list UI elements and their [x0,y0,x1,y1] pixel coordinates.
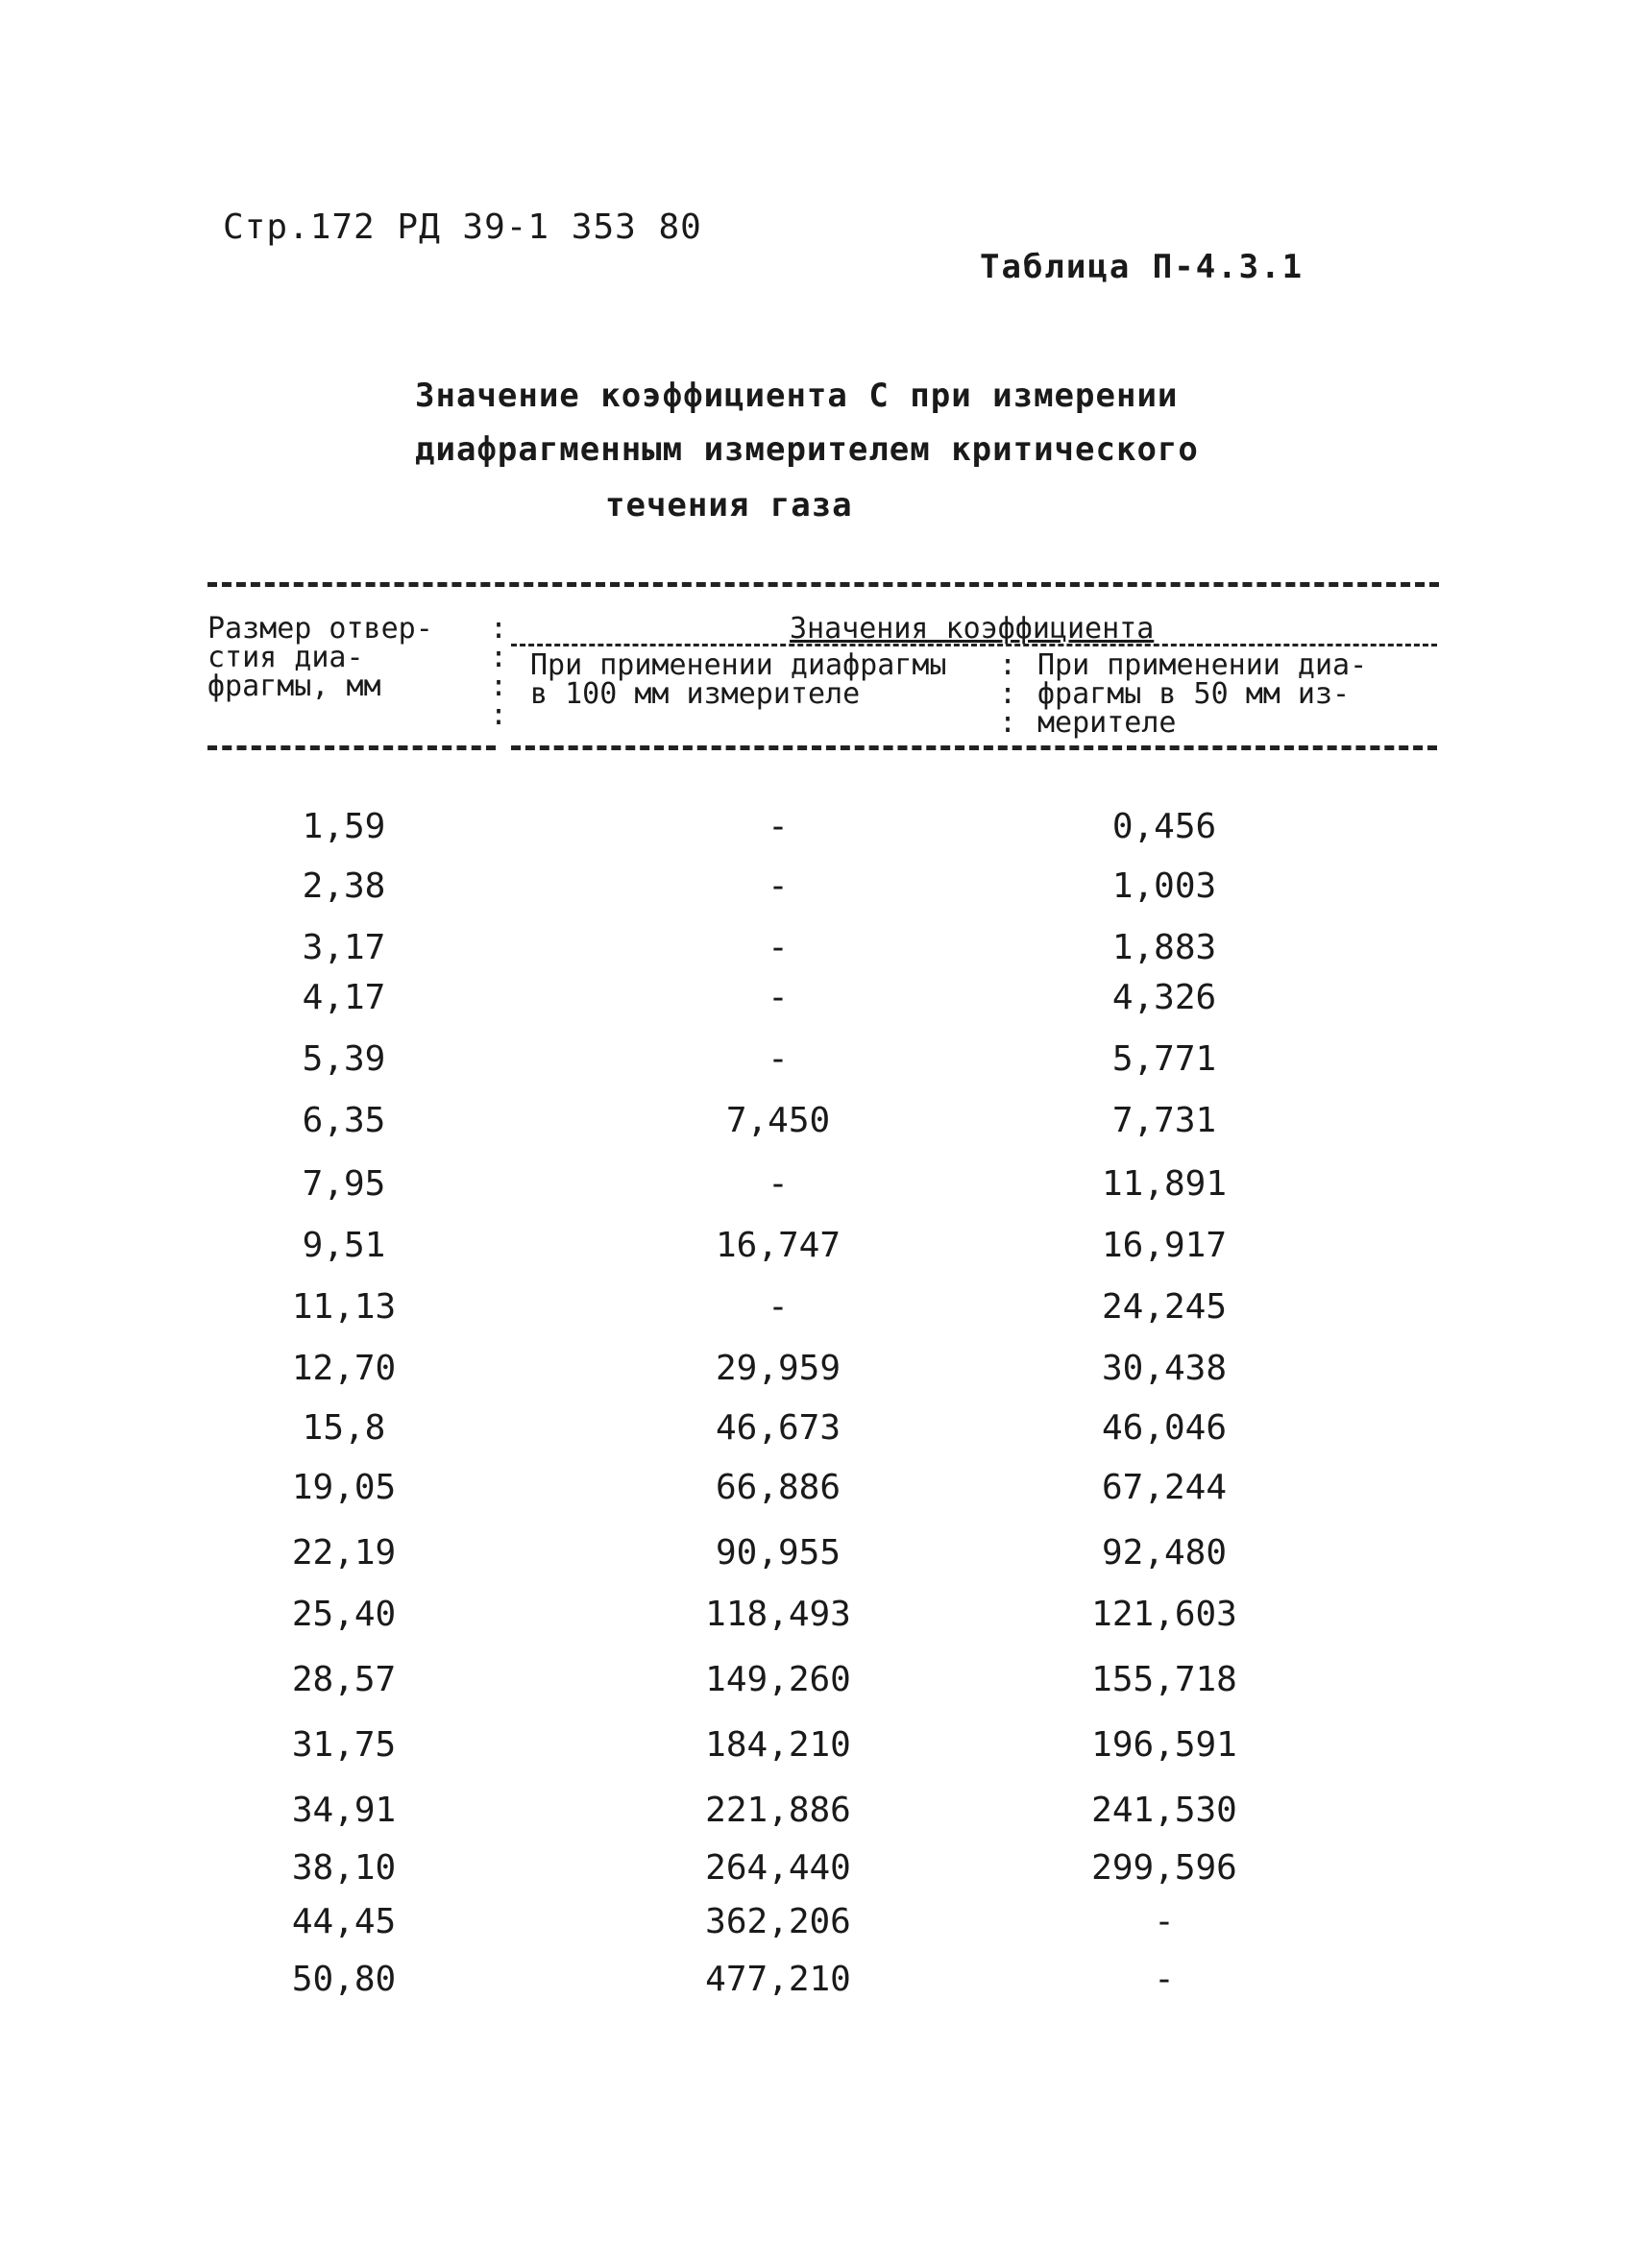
cell-coef-50mm: 5,771 [1111,1039,1217,1079]
header-bottom-rule-right [511,745,1437,750]
cell-coef-100mm: 184,210 [705,1725,851,1765]
cell-coef-50mm: 46,046 [1101,1408,1228,1448]
cell-coef-100mm: - [768,1164,789,1204]
cell-coef-50mm: 67,244 [1101,1468,1228,1507]
cell-coef-100mm: 149,260 [705,1660,851,1699]
cell-coef-100mm: 66,886 [715,1468,841,1507]
header-100mm-meter: При применении диафрагмы в 100 мм измерителе [530,648,947,711]
cell-hole-size: 44,45 [291,1902,397,1941]
cell-coef-50mm: 24,245 [1101,1287,1228,1327]
cell-coef-100mm: 46,673 [715,1408,841,1448]
cell-hole-size: 6,35 [302,1101,386,1140]
header-coefficient-group: Значения коэффициента [790,612,1155,646]
table-top-rule [207,582,1439,587]
cell-coef-50mm: 196,591 [1091,1725,1237,1765]
cell-coef-100mm: - [768,978,789,1017]
table-title-line-1: Значение коэффициента С при измерении [415,377,1179,415]
cell-coef-50mm: 299,596 [1091,1848,1237,1888]
cell-hole-size: 11,13 [291,1287,397,1327]
cell-coef-50mm: 4,326 [1111,978,1217,1017]
cell-hole-size: 34,91 [291,1791,397,1830]
cell-hole-size: 19,05 [291,1468,397,1507]
cell-coef-100mm: - [768,1039,789,1079]
cell-coef-100mm: 118,493 [705,1595,851,1634]
cell-coef-50mm: 0,456 [1111,807,1217,846]
cell-coef-50mm: - [1154,1960,1175,1999]
cell-coef-100mm: 264,440 [705,1848,851,1888]
cell-coef-50mm: 30,438 [1101,1349,1228,1388]
cell-coef-100mm: 477,210 [705,1960,851,1999]
cell-hole-size: 9,51 [302,1226,386,1265]
table-title-line-3: течения газа [605,486,853,524]
cell-hole-size: 3,17 [302,928,386,967]
cell-coef-50mm: 7,731 [1111,1101,1217,1140]
header-50mm-meter: При применении диа- фрагмы в 50 мм из- мерителе [1037,648,1368,740]
cell-coef-100mm: - [768,866,789,906]
cell-hole-size: 1,59 [302,807,386,846]
cell-hole-size: 28,57 [291,1660,397,1699]
column-separator: : : : : [490,612,508,732]
cell-coef-100mm: - [768,807,789,846]
page-header: Стр.172 РД 39-1 353 80 [223,207,702,247]
cell-coef-50mm: 121,603 [1091,1595,1237,1634]
cell-coef-50mm: - [1154,1902,1175,1941]
cell-hole-size: 2,38 [302,866,386,906]
header-hole-size: Размер отвер- стия диа- фрагмы, мм [207,612,433,703]
cell-coef-50mm: 1,003 [1111,866,1217,906]
cell-hole-size: 31,75 [291,1725,397,1765]
cell-hole-size: 12,70 [291,1349,397,1388]
cell-coef-50mm: 92,480 [1101,1533,1228,1573]
table-number: Таблица П-4.3.1 [980,248,1305,286]
header-bottom-rule-left [207,745,496,750]
cell-coef-50mm: 241,530 [1091,1791,1237,1830]
cell-hole-size: 5,39 [302,1039,386,1079]
cell-hole-size: 38,10 [291,1848,397,1888]
cell-coef-50mm: 155,718 [1091,1660,1237,1699]
cell-coef-100mm: 90,955 [715,1533,841,1573]
cell-hole-size: 15,8 [302,1408,386,1448]
cell-coef-100mm: 362,206 [705,1902,851,1941]
cell-hole-size: 22,19 [291,1533,397,1573]
column-separator: : : : [999,648,1017,740]
cell-hole-size: 4,17 [302,978,386,1017]
cell-coef-50mm: 1,883 [1111,928,1217,967]
cell-coef-50mm: 16,917 [1101,1226,1228,1265]
cell-coef-100mm: - [768,1287,789,1327]
table-title-line-2: диафрагменным измерителем критического [415,430,1199,469]
cell-coef-100mm: 7,450 [725,1101,831,1140]
cell-hole-size: 7,95 [302,1164,386,1204]
cell-coef-100mm: 221,886 [705,1791,851,1830]
cell-coef-100mm: 29,959 [715,1349,841,1388]
cell-hole-size: 25,40 [291,1595,397,1634]
cell-coef-100mm: 16,747 [715,1226,841,1265]
cell-coef-50mm: 11,891 [1101,1164,1228,1204]
cell-coef-100mm: - [768,928,789,967]
cell-hole-size: 50,80 [291,1960,397,1999]
